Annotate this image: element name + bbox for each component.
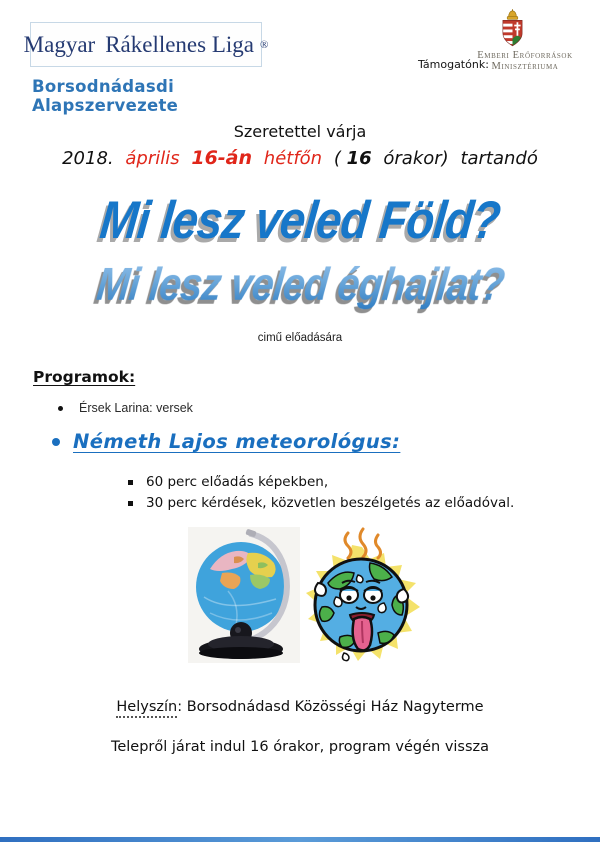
square-bullet-icon (128, 480, 133, 485)
title-line-1-text: Mi lesz veled Föld? (97, 191, 503, 250)
location-label: Helyszín (116, 699, 177, 718)
program-subitem-1-text: 60 perc előadás képekben, (146, 474, 329, 490)
subtitle: cimű előadására (257, 332, 343, 344)
liga-logo (23, 22, 269, 67)
date-weekday: hétfőn (263, 148, 323, 169)
program-subitem-2-text: 30 perc kérdések, közvetlen beszélgetés az előadóval. (146, 495, 515, 511)
sweating-earth-cartoon-icon (300, 527, 424, 667)
location-text: : Borsodnádasd Közösségi Ház Nagyterme (177, 699, 484, 715)
bottom-blue-bar (0, 837, 600, 842)
org-name: Borsodnádasdi Alapszervezete (32, 77, 179, 115)
ministry-line2: Minisztériuma (491, 61, 559, 72)
date-day: 16-án (191, 147, 253, 169)
program-item-2 (52, 430, 400, 453)
date-time: 16 (346, 148, 372, 169)
ministry-name (452, 50, 598, 72)
program-item-1-text: Érsek Larina: versek (79, 401, 193, 415)
registered-mark: ® (260, 38, 269, 51)
title-line-2-text: Mi lesz veled éghajlat? (93, 258, 507, 310)
date-tail: tartandó (460, 148, 538, 169)
program-subitem-2 (128, 495, 514, 511)
illustrations-row (188, 527, 424, 667)
date-year: 2018. (62, 148, 114, 169)
title-line-2 (0, 257, 600, 311)
paren-open: ( (333, 148, 341, 169)
bullet-dot-icon (58, 406, 63, 411)
program-item-1 (58, 401, 193, 415)
location-line (0, 699, 600, 715)
invite-line: Szeretettel várja (233, 122, 367, 141)
liga-logo-text-right: Rákellenes Liga (105, 31, 254, 57)
square-bullet-icon (128, 501, 133, 506)
hungary-coat-of-arms-icon (499, 9, 526, 48)
bullet-dot-blue-icon (52, 438, 60, 446)
programs-heading: Programok: (33, 368, 136, 386)
program-item-2-text: Németh Lajos meteorológus: (73, 430, 401, 453)
transport-line: Telepről járat indul 16 órakor, program végén vissza (110, 739, 490, 755)
date-line (0, 147, 600, 169)
ministry-line1: Emberi Erőforrások (477, 50, 573, 61)
liga-logo-text-left: Magyar (23, 31, 96, 57)
date-month: április (125, 148, 180, 169)
title-line-1 (0, 190, 600, 251)
program-subitem-1 (128, 474, 328, 490)
supporter-label: Támogatónk: (418, 58, 489, 71)
desk-globe-photo-icon (188, 527, 300, 663)
date-time-unit: órakor) (383, 148, 449, 169)
